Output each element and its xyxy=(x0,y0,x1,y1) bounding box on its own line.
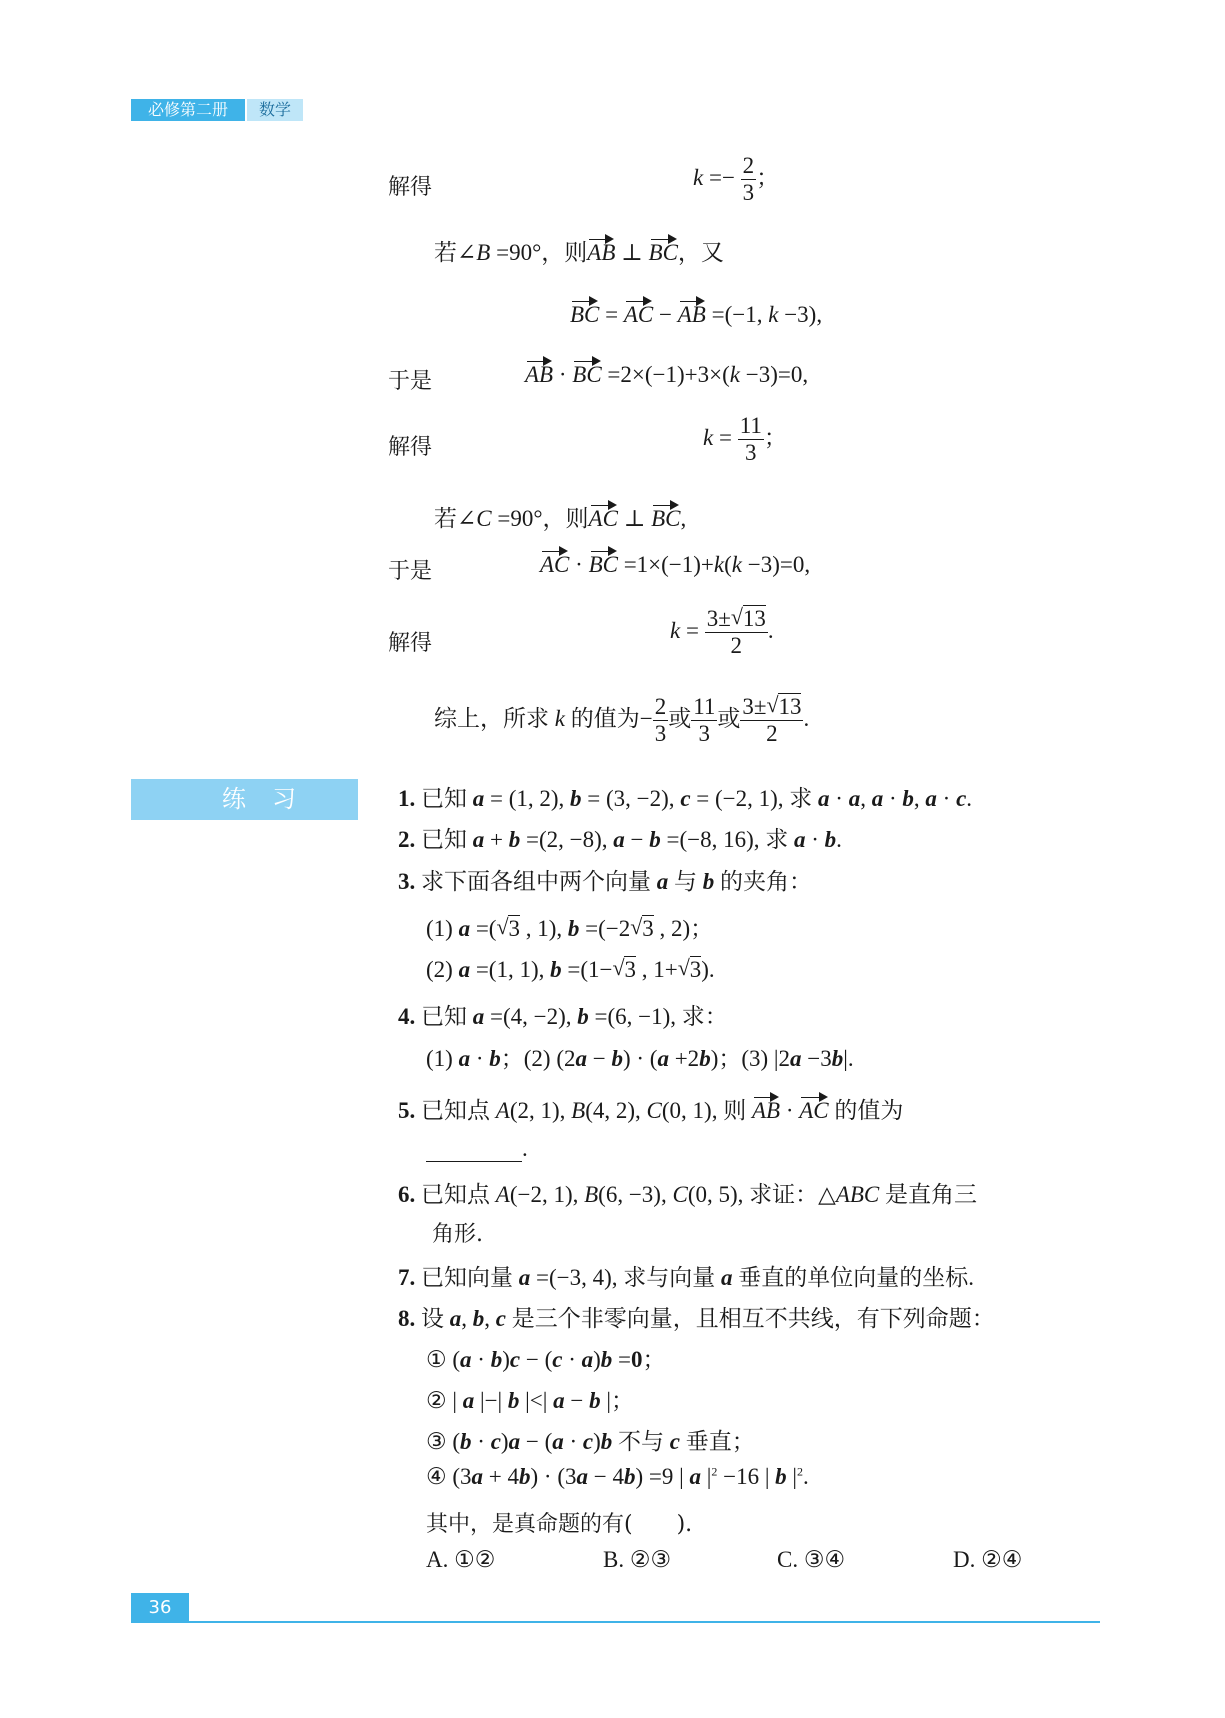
label-yushi-1: 于是 xyxy=(388,369,433,394)
exercise-8-proposition-1: ① (a · b)c − (c · a)b =0； xyxy=(426,1347,666,1372)
page-number: 36 xyxy=(131,1593,189,1623)
eq-k-neg-two-thirds: k =− $\frac{2}{3}$ ； xyxy=(693,153,780,206)
subject-tag: 数学 xyxy=(247,99,303,121)
label-jiede-3: 解得 xyxy=(388,631,433,656)
exercise-5-blank: . xyxy=(426,1136,528,1162)
exercise-3-part2: (2) a =(1, 1), b =(1− √ 3 , 1+ √ 3). xyxy=(426,955,715,982)
option-C: C. ③④ xyxy=(777,1547,846,1572)
exercise-6-cont: 角形. xyxy=(432,1222,483,1247)
exercise-2: 2. 已知 a + b =(2, −8), a − b =(−8, 16), 求 a · b. xyxy=(398,827,842,852)
exercise-7: 7. 已知向量 a =(−3, 4), 求与向量 a 垂直的单位向量的坐标. xyxy=(398,1265,975,1290)
option-A: A. ①② xyxy=(426,1547,496,1572)
exercise-1: 1. 已知 a = (1, 2), b = (3, −2), c = (−2, 1), 求 a · a, a · b, a · c. xyxy=(398,786,973,811)
condition-angle-C: 若∠C =90°，则AC ⊥ BC, xyxy=(434,506,687,531)
exercise-8-proposition-3: ③ (b · c)a − (a · c)b 不与 c 垂直； xyxy=(426,1429,755,1454)
exercise-6: 6. 已知点 A(−2, 1), B(6, −3), C(0, 5), 求证：△ABC 是直角三 xyxy=(398,1182,978,1207)
exercise-8-proposition-2: ② | a |−| b |<| a − b |； xyxy=(426,1388,634,1413)
condition-angle-B: 若∠B =90°，则AB ⊥ BC，又 xyxy=(434,240,724,265)
exercise-8-proposition-4: ④ (3a + 4b) · (3a − 4b) =9 | a $|^2 -16$ | b $|^2$. xyxy=(426,1464,809,1489)
conclusion: 综上，所求 k 的值为− $\frac{2}{3}$ 或 $\frac{11}{3}$ 或 3± √ 13 2 . xyxy=(434,692,810,747)
exercise-title-band: 练习 xyxy=(131,779,358,820)
footer-rule xyxy=(189,1621,1100,1623)
eq-k-eleven-thirds: k = $\frac{11}{3}$ ； xyxy=(703,413,787,466)
label-jiede-1: 解得 xyxy=(388,175,433,200)
eq-BC-vector: BC = AC − AB =(−1, k −3), xyxy=(570,302,823,327)
exercise-3-part1: (1) a =( √ 3 , 1), b =(−2 √ 3 , 2)； xyxy=(426,914,714,941)
exercise-4-parts: (1) a · b；(2) (2a − b) · (a +2b)；(3) |2a −3b|. xyxy=(426,1046,854,1071)
eq-AC-dot-BC: AC · BC =1×(−1)+k(k −3)=0, xyxy=(540,552,811,577)
exercise-8-question: 其中，是真命题的有( ). xyxy=(426,1512,693,1537)
exercise-4: 4. 已知 a =(4, −2), b =(6, −1), 求： xyxy=(398,1004,728,1029)
option-B: B. ②③ xyxy=(603,1547,672,1572)
label-yushi-2: 于是 xyxy=(388,559,433,584)
eq-AB-dot-BC: AB · BC =2×(−1)+3×(k −3)=0, xyxy=(525,362,809,387)
eq-k-sqrt13: k = 3± √ 13 2 . xyxy=(670,604,774,659)
book-volume-tag: 必修第二册 xyxy=(131,99,245,121)
label-jiede-2: 解得 xyxy=(388,435,433,460)
option-D: D. ②④ xyxy=(953,1547,1023,1572)
exercise-8: 8. 设 a, b, c 是三个非零向量，且相互不共线，有下列命题： xyxy=(398,1306,995,1331)
exercise-5: 5. 已知点 A(2, 1), B(4, 2), C(0, 1), 则 AB · AC 的值为 xyxy=(398,1098,904,1123)
exercise-3: 3. 求下面各组中两个向量 a 与 b 的夹角： xyxy=(398,869,812,894)
